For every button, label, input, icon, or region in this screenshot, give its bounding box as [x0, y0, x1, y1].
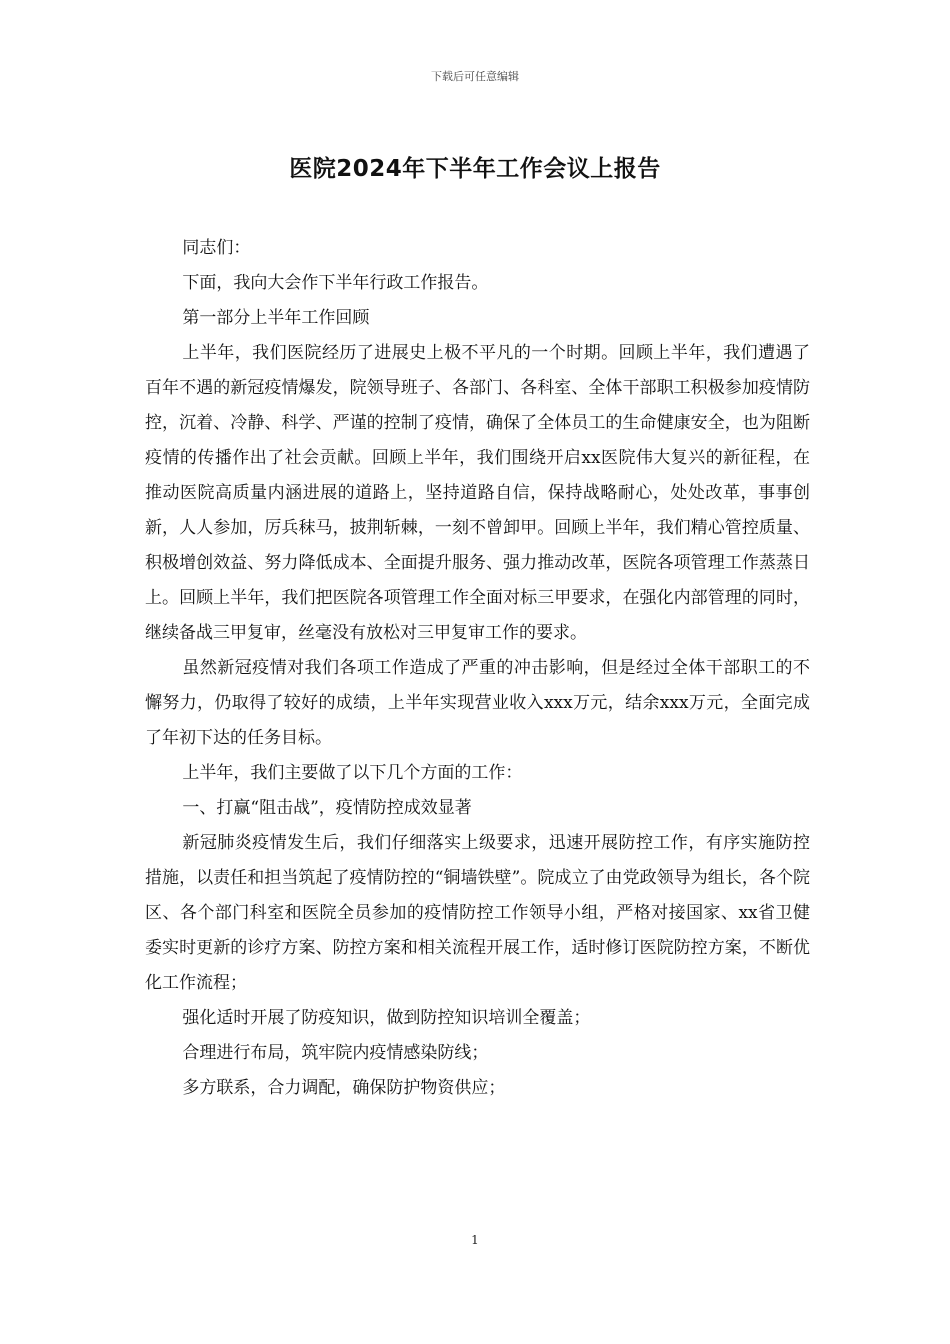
paragraph-salutation: 同志们： — [182, 238, 251, 258]
paragraph: 多方联系，合力调配，确保防护物资供应； — [182, 1078, 506, 1098]
paragraph: 上半年，我们医院经历了进展史上极不平凡的一个时期。回顾上半年，我们遭遇了百年不遇的新冠疫情爆发，院领导班子、各部门、各科室、全体干部职工积极参加疫情防控，沉着、冷静、科学、严谨的控制了疫情，确保了全体员工的生命健康安全，也为阻断疫情的传播作出了社会贡献。回顾上半年，我们围绕开启xx医院伟大复兴的新征程，在推动医院高质量内涵进展的道路上，坚持道路自信，保持战略耐心，处处改革，事事创新，人人参加，厉兵秣马，披荆斩棘，一刻不曾卸甲。回顾上半年，我们精心管控质量、积极增创效益、努力降低成本、全面提升服务、强力推动改革，医院各项管理工作蒸蒸日上。回顾上半年，我们把医院各项管理工作全面对标三甲要求，在强化内部管理的同时，继续备战三甲复审，丝毫没有放松对三甲复审工作的要求。 — [145, 343, 810, 643]
page-number: 1 — [471, 1233, 479, 1247]
paragraph: 新冠肺炎疫情发生后，我们仔细落实上级要求，迅速开展防控工作，有序实施防控措施，以责任和担当筑起了疫情防控的“铜墙铁壁”。院成立了由党政领导为组长，各个院区、各个部门科室和医院全员参加的疫情防控工作领导小组，严格对接国家、xx省卫健委实时更新的诊疗方案、防控方案和相关流程开展工作，适时修订医院防控方案，不断优化工作流程； — [145, 833, 810, 993]
paragraph: 强化适时开展了防疫知识，做到防控知识培训全覆盖； — [182, 1008, 591, 1028]
paragraph: 上半年，我们主要做了以下几个方面的工作： — [182, 763, 523, 783]
section-heading: 第一部分上半年工作回顾 — [182, 308, 370, 328]
subsection-heading: 一、打赢“阻击战”，疫情防控成效显著 — [182, 798, 472, 818]
document-body — [145, 231, 810, 1106]
header-note: 下载后可任意编辑 — [431, 70, 519, 83]
paragraph: 虽然新冠疫情对我们各项工作造成了严重的冲击影响，但是经过全体干部职工的不懈努力，仍取得了较好的成绩，上半年实现营业收入xxx万元，结余xxx万元，全面完成了年初下达的任务目标。 — [145, 658, 810, 748]
paragraph: 合理进行布局，筑牢院内疫情感染防线； — [182, 1043, 489, 1063]
document-title: 医院2024年下半年工作会议上报告 — [289, 156, 661, 182]
paragraph-intro: 下面，我向大会作下半年行政工作报告。 — [182, 273, 489, 293]
